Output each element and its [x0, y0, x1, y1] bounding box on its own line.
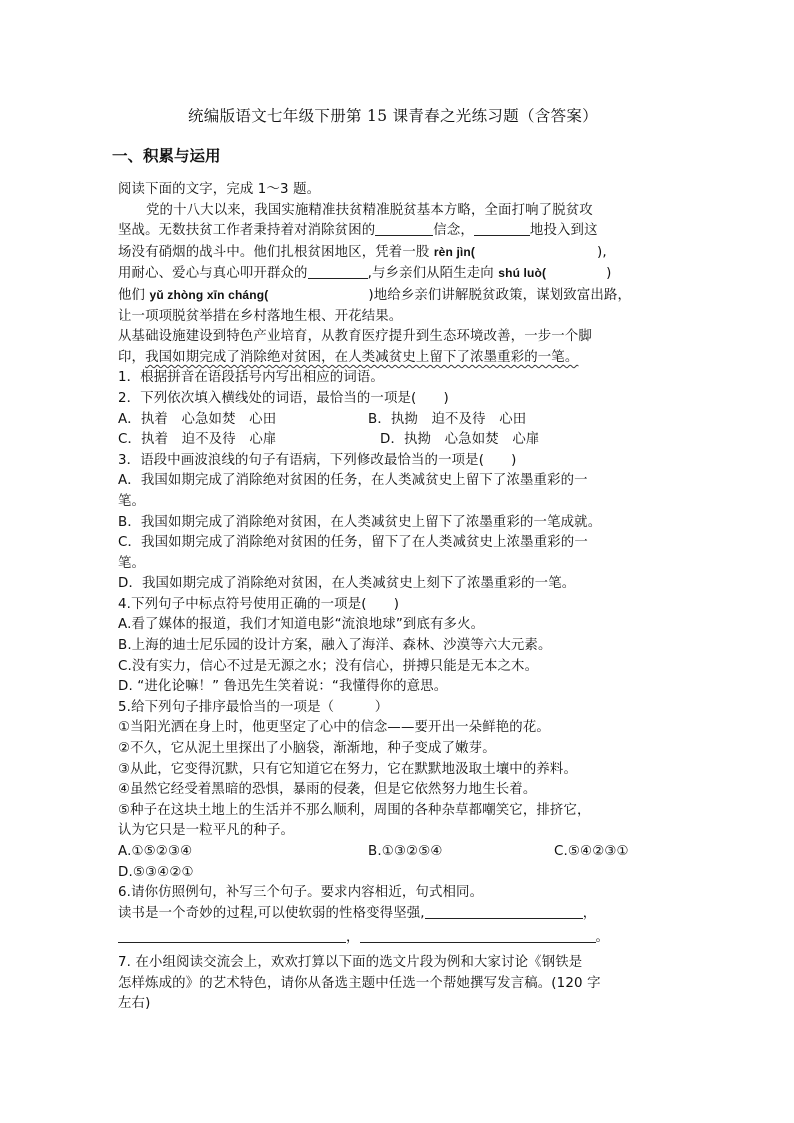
- question-2: [118, 389, 678, 451]
- example-text: 读书是一个奇妙的过程,可以使软弱的性格变得坚强,: [118, 905, 425, 921]
- fill-blank[interactable]: [375, 221, 433, 236]
- option-a-continued: 笔。: [118, 493, 146, 509]
- option-c[interactable]: C．我国如期完成了消除绝对贫困的任务，留下了在人类减贫史上浓墨重彩的一: [118, 535, 588, 551]
- sentence-5: ⑤种子在这块土地上的生活并不那么顺利，周围的各种杂草都嘲笑它，排挤它，: [118, 802, 591, 818]
- option-a[interactable]: A.看了媒体的报道，我们才知道电影“流浪地球”到底有多火。: [118, 617, 485, 633]
- document-title: 统编版语文七年级下册第 15 课青春之光练习题（含答案）: [188, 107, 598, 125]
- document-page: [112, 104, 678, 1015]
- passage-text: 用耐心、爱心与真心叩开群众的: [118, 266, 308, 282]
- option-a[interactable]: A．执着 心急如焚 心田: [118, 411, 277, 427]
- reading-intro: 阅读下面的文字，完成 1～3 题。: [118, 182, 321, 197]
- question-1: 1．根据拼音在语段括号内写出相应的词语。: [118, 370, 384, 386]
- sentence-5-continued: 认为它只是一粒平凡的种子。: [118, 823, 295, 839]
- option-d[interactable]: D.⑤③④②①: [118, 864, 194, 880]
- passage-line: 党的十八大以来，我国实施精准扶贫精准脱贫基本方略，全面打响了脱贫攻: [146, 202, 593, 218]
- option-d[interactable]: D. “进化论嘛！” 鲁迅先生笑着说：“我懂得你的意思。: [118, 679, 448, 695]
- passage-text: 印，: [118, 349, 146, 365]
- passage-line: [118, 348, 678, 369]
- answer-line: [118, 928, 678, 949]
- option-a[interactable]: A.①⑤②③④: [118, 844, 193, 859]
- option-d[interactable]: D．我国如期完成了消除绝对贫困，在人类减贫史上刻下了浓墨重彩的一笔。: [118, 576, 576, 592]
- sentence-1: ①当阳光洒在身上时，他更坚定了心中的信念——要开出一朵鲜艳的花。: [118, 720, 550, 736]
- option-b[interactable]: B．执拗 迫不及待 心田: [368, 411, 527, 427]
- question-line: 左右): [118, 996, 151, 1012]
- pinyin-prompt: shú luò(: [498, 266, 547, 281]
- pinyin-prompt: rèn jìn(: [433, 244, 476, 259]
- punctuation: 。: [595, 930, 610, 946]
- answer-blank[interactable]: [425, 904, 583, 919]
- sentence-2: ②不久，它从泥土里探出了小脑袋，渐渐地，种子变成了嫩芽。: [118, 741, 496, 757]
- question-6: [118, 883, 678, 949]
- passage-line: [118, 285, 678, 307]
- question-4: [118, 595, 678, 698]
- option-c-continued: 笔。: [118, 555, 146, 571]
- passage-line: [118, 263, 678, 285]
- passage-text: 信念，: [433, 223, 474, 239]
- option-b[interactable]: B．我国如期完成了消除绝对贫困，在人类减贫史上留下了浓墨重彩的一笔成就。: [118, 514, 602, 530]
- option-c[interactable]: C.⑤④②③①: [554, 844, 629, 859]
- question-stem: 5.给下列句子排序最恰当的一项是（ ）: [118, 699, 389, 715]
- question-stem: 6.请你仿照例句，补写三个句子。要求内容相近，句式相同。: [118, 885, 484, 901]
- passage-text: 坚战。无数扶贫工作者秉持着对消除贫困的: [118, 223, 376, 239]
- question-7: [118, 953, 678, 1015]
- question-3: [118, 451, 678, 595]
- sentence-3: ③从此，它变得沉默，只有它知道它在努力，它在默默地汲取土壤中的养料。: [118, 761, 577, 777]
- option-a[interactable]: A．我国如期完成了消除绝对贫困的任务，在人类减贫史上留下了浓墨重彩的一: [118, 473, 588, 489]
- section-heading: 一、积累与运用: [112, 147, 221, 165]
- option-d[interactable]: D．执拗 心急如焚 心扉: [380, 432, 540, 448]
- passage-text: ): [606, 266, 612, 282]
- passage-text: )地给乡亲们讲解脱贫政策，谋划致富出路，: [368, 287, 632, 303]
- question-line: 7. 在小组阅读交流会上，欢欢打算以下面的选文片段为例和大家讨论《钢铁是: [118, 954, 583, 970]
- question-line: 怎样炼成的》的艺术特色，请你从备选主题中任选一个帮她撰写发言稿。(120 字: [118, 975, 601, 991]
- passage-line: 让一项项脱贫举措在乡村落地生根、开花结果。: [118, 308, 403, 324]
- wavy-underlined-sentence: 我国如期完成了消除绝对贫困，在人类减贫史上留下了浓墨重彩的一笔。: [145, 349, 579, 365]
- example-sentence: [118, 904, 678, 925]
- punctuation: ，: [582, 905, 597, 921]
- option-row: [118, 410, 678, 431]
- option-b[interactable]: B.①③②⑤④: [368, 844, 443, 859]
- reading-passage: [118, 180, 678, 368]
- fill-blank[interactable]: [308, 264, 368, 279]
- question-stem: 4.下列句子中标点符号使用正确的一项是( ): [118, 596, 400, 612]
- answer-blank[interactable]: [360, 928, 596, 943]
- passage-text: 地投入到这: [529, 223, 598, 239]
- passage-text: ,与乡亲们从陌生走向: [367, 266, 499, 282]
- fill-blank[interactable]: [474, 221, 530, 236]
- passage-line: 从基础设施建设到特色产业培育，从教育医疗提升到生态环境改善，一步一个脚: [118, 329, 592, 345]
- passage-line: [118, 221, 678, 242]
- passage-text: 他们: [118, 287, 150, 303]
- pinyin-prompt: yǔ zhòng xīn cháng(: [149, 287, 269, 302]
- passage-line: [118, 242, 678, 264]
- option-c[interactable]: C.没有实力，信心不过是无源之水；没有信心，拼搏只能是无本之木。: [118, 658, 539, 674]
- passage-text: 场没有硝烟的战斗中。他们扎根贫困地区，凭着一股: [118, 244, 434, 260]
- option-b[interactable]: B.上海的迪士尼乐园的设计方案，融入了海洋、森林、沙漠等六大元素。: [118, 638, 552, 654]
- question-stem: 3．语段中画波浪线的句子有语病，下列修改最恰当的一项是( ): [118, 452, 517, 468]
- question-stem: 2．下列依次填入横线处的词语，最恰当的一项是( ): [118, 390, 449, 406]
- sentence-4: ④虽然它经受着黑暗的恐惧，暴雨的侵袭，但是它依然努力地生长着。: [118, 782, 537, 798]
- option-row: [118, 430, 678, 451]
- answer-blank[interactable]: [118, 928, 346, 943]
- option-c[interactable]: C．执着 迫不及待 心扉: [118, 432, 277, 448]
- option-row: [118, 842, 678, 863]
- punctuation: ，: [346, 930, 360, 946]
- question-5: [118, 698, 678, 883]
- passage-text: ),: [597, 244, 607, 260]
